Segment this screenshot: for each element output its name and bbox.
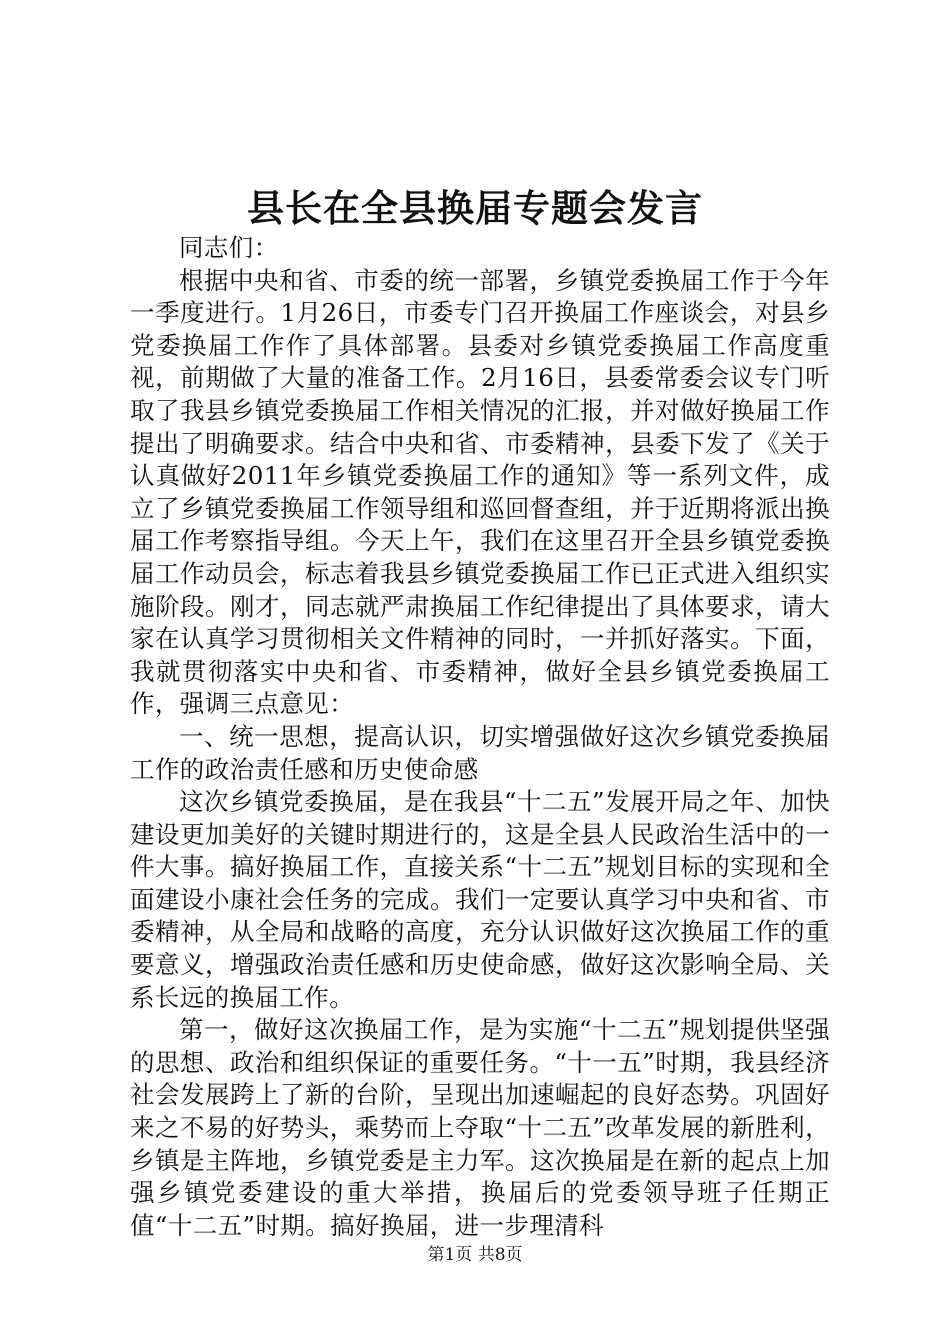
document-body bbox=[130, 232, 830, 1242]
body-paragraph-2: 这次乡镇党委换届，是在我县“十二五”发展开局之年、加快建设更加美好的关键时期进行的，这是全县人民政治生活中的一件大事。搞好换届工作，直接关系“十二五”规划目标的实现和全面建设小康社会任务的完成。我们一定要认真学习中央和省、市委精神，从全局和战略的高度，充分认识做好这次换届工作的重要意义，增强政治责任感和历史使命感，做好这次影响全局、关系长远的换届工作。 bbox=[130, 787, 830, 1012]
salutation-paragraph: 同志们： bbox=[179, 233, 279, 262]
body-paragraph-1: 根据中央和省、市委的统一部署，乡镇党委换届工作于今年一季度进行。1月26日，市委专门召开换届工作座谈会，对县乡党委换届工作作了具体部署。县委对乡镇党委换届工作高度重视，前期做了大量的准备工作。2月16日，县委常委会议专门听取了我县乡镇党委换届工作相关情况的汇报，并对做好换届工作提出了明确要求。结合中央和省、市委精神，县委下发了《关于认真做好2011年乡镇党委换届工作的通知》等一系列文件，成立了乡镇党委换届工作领导组和巡回督查组，并于近期将派出换届工作考察指导组。今天上午，我们在这里召开全县乡镇党委换届工作动员会，标志着我县乡镇党委换届工作已正式进入组织实施阶段。刚才，同志就严肃换届工作纪律提出了具体要求，请大家在认真学习贯彻相关文件精神的同时，一并抓好落实。下面，我就贯彻落实中央和省、市委精神，做好全县乡镇党委换届工作，强调三点意见： bbox=[130, 265, 830, 719]
body-paragraph-3: 第一，做好这次换届工作，是为实施“十二五”规划提供坚强的思想、政治和组织保证的重要任务。“十一五”时期，我县经济社会发展跨上了新的台阶，呈现出加速崛起的良好态势。巩固好来之不易的好势头，乘势而上夺取“十二五”改革发展的新胜利，乡镇是主阵地，乡镇党委是主力军。这次换届是在新的起点上加强乡镇党委建设的重大举措，换届后的党委领导班子任期正值“十二五”时期。搞好换届，进一步理清科 bbox=[130, 1015, 830, 1240]
document-title: 县长在全县换届专题会发言 bbox=[247, 186, 703, 230]
page-footer: 第1页 共8页 bbox=[427, 1245, 523, 1265]
section-heading-1: 一、统一思想，提高认识，切实增强做好这次乡镇党委换届工作的政治责任感和历史使命感 bbox=[130, 721, 830, 784]
